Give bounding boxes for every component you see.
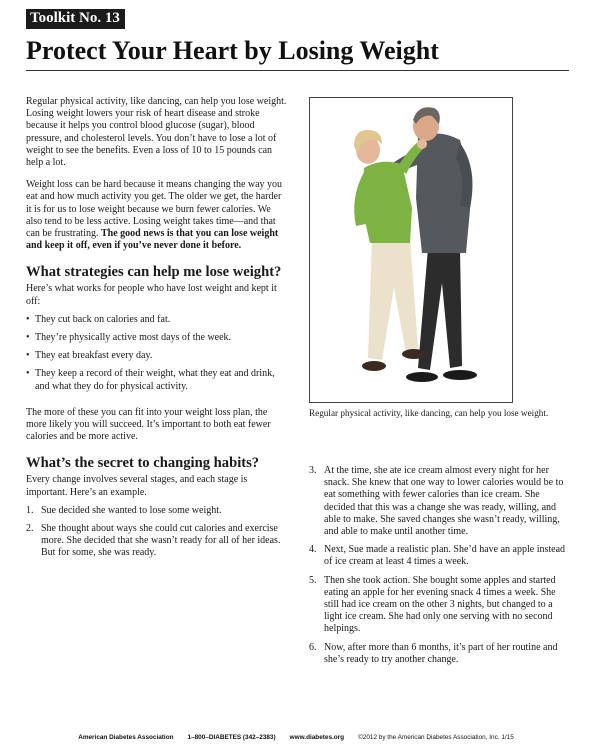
habit-step-text: She thought about ways she could cut calories and exercise more. She decided that she wasn’t ready for all of her ideas. But for some, she was ready.	[41, 523, 281, 559]
habits-heading: What’s the secret to changing habits?	[26, 455, 260, 472]
habit-step-number: 1.	[26, 504, 34, 516]
footer-copyright: ©2012 by the American Diabetes Association, Inc. 1/15	[358, 734, 514, 741]
habit-step	[26, 523, 288, 560]
habit-step	[309, 642, 570, 666]
habit-step	[26, 505, 288, 517]
dancing-couple-illustration	[310, 98, 512, 402]
page-footer	[0, 734, 592, 741]
habit-step-number: 3.	[309, 465, 317, 476]
habit-step	[309, 544, 570, 568]
strategies-list-item: • They’re physically active most days of the week.	[26, 332, 288, 344]
strategies-heading: What strategies can help me lose weight?	[26, 264, 282, 281]
title-divider	[26, 70, 569, 71]
habit-step	[309, 575, 570, 636]
habit-step-number: 4.	[309, 544, 317, 556]
footer-org: American Diabetes Association	[78, 734, 174, 741]
habit-step-text: Next, Sue made a realistic plan. She’d have an apple instead of ice cream at least 4 times a week.	[324, 544, 566, 568]
habit-step-number: 2.	[26, 523, 34, 535]
intro-paragraph-2	[26, 179, 288, 252]
habits-steps-right	[309, 465, 570, 666]
habits-lead: Every change involves several stages, and each stage is important. Here’s an example.	[26, 474, 248, 498]
strategies-list-item: • They eat breakfast every day.	[26, 350, 288, 362]
strategies-list-item: • They keep a record of their weight, what they eat and drink, and what they do for physical activity.	[26, 368, 288, 392]
habit-step-number: 6.	[309, 641, 317, 653]
habit-step-text: At the time, she ate ice cream almost every night for her snack. She knew that one way to lower calories would be to eat something with fewer calories than ice cream. She decided that this was a change she was ready, willing, and able to make. She saved changes she wasn’t ready, willing, and able to make until another time.	[324, 465, 564, 538]
strategies-list-item: • They cut back on calories and fat.	[26, 314, 288, 326]
dancing-couple-photo	[309, 97, 513, 403]
habit-step-text: Sue decided she wanted to lose some weight.	[41, 504, 222, 516]
strategies-list	[26, 314, 288, 393]
good-news-statement: The good news is that you can lose weight and keep it off, even if you’ve never done it before.	[26, 228, 279, 252]
strategies-lead: Here’s what works for people who have lost weight and kept it off:	[26, 283, 277, 307]
footer-phone: 1–800–DIABETES (342–2383)	[187, 734, 276, 741]
strategies-closing: The more of these you can fit into your weight loss plan, the more likely you will succeed. It’s important to both eat fewer calories and be more active.	[26, 406, 271, 443]
page-title: Protect Your Heart by Losing Weight	[26, 36, 439, 65]
habit-step-number: 5.	[309, 574, 317, 586]
habit-step-text: Now, after more than 6 months, it’s part of her routine and she’s ready to try another change.	[324, 641, 558, 665]
photo-caption: Regular physical activity, like dancing, can help you lose weight.	[309, 408, 549, 418]
right-column	[309, 465, 570, 672]
habits-steps-left	[26, 505, 288, 560]
left-column	[26, 96, 288, 566]
toolkit-label: Toolkit No. 13	[26, 9, 125, 29]
intro-paragraph-2-text: Weight loss can be hard because it means changing the way you eat and how much activity you get. The older we get, the harder it is for us to lose weight because we burn fewer calories. We also tend to be less active. Losing weight takes time—and that can be frustrating.	[26, 179, 283, 240]
footer-website[interactable]: www.diabetes.org	[289, 734, 345, 741]
intro-paragraph-1: Regular physical activity, like dancing, can help you lose weight. Losing weight lowers your risk of heart disease and stroke because it helps you control blood glucose (sugar), blood pressure, and cholesterol levels. You don’t have to lose a lot of weight to see the benefits. Even a loss of 10 to 15 pounds can help a lot.	[26, 96, 287, 169]
habit-step-text: Then she took action. She bought some apples and started eating an apple for her evening snack 4 times a week. She still had ice cream on the other 3 nights, but changed to a light ice cream. She had only one serving with no second helpings.	[324, 574, 556, 635]
habit-step	[309, 465, 570, 538]
